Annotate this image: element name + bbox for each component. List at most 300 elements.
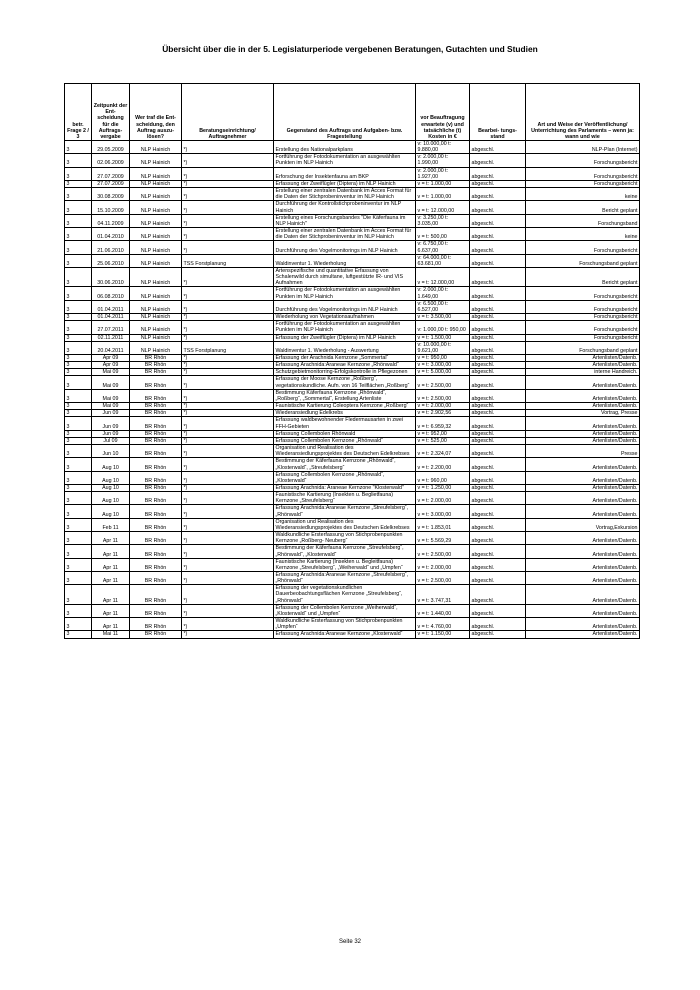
cell-decision-maker: BR Rhön (130, 618, 182, 631)
cell-question: 3 (65, 505, 92, 518)
cell-decision-date: Aug 10 (92, 484, 130, 491)
cell-decision-maker: BR Rhön (130, 572, 182, 585)
cell-costs: v = t: 1.000,00 (416, 180, 470, 187)
cell-decision-maker: NLP Hainich (130, 287, 182, 300)
cell-publication: Bericht geplant (526, 201, 640, 214)
cell-costs: v = t: 3.000,00 (416, 505, 470, 518)
col-header-decision-maker: Wer traf die Ent- scheidung, den Auftrag auszu- lösen? (130, 84, 182, 141)
table-row (65, 558, 640, 571)
cell-subject: Fortführung der Fotodokumentation an ausgewählten Punkten im NLP Hainich (274, 321, 416, 334)
cell-costs: v = t: 5.000,00 (416, 369, 470, 376)
cell-decision-maker: NLP Hainich (130, 154, 182, 167)
col-header-contractor: Beratungseinrichtung/ Auftragnehmer (182, 84, 274, 141)
cell-decision-maker: NLP Hainich (130, 334, 182, 341)
cell-subject: Erfassung Arachnida:Araneae Kernzone „Klosterwald“ (274, 631, 416, 638)
cell-subject: Erfassung Arachnida:Araneae Kernzone „Streufelsberg“, „Rhönwald“ (274, 505, 416, 518)
cell-publication: Artenlisten/Datenb. (526, 376, 640, 389)
cell-question: 3 (65, 585, 92, 604)
cell-question: 3 (65, 228, 92, 241)
table-row (65, 585, 640, 604)
table-row (65, 321, 640, 334)
cell-decision-maker: NLP Hainich (130, 188, 182, 201)
cell-contractor: *) (182, 355, 274, 362)
cell-status: abgeschl. (470, 254, 526, 267)
cell-decision-maker: NLP Hainich (130, 180, 182, 187)
cell-contractor: *) (182, 201, 274, 214)
table-row (65, 618, 640, 631)
cell-subject: Fortführung der Fotodokumentation an ausgewählten Punkten im NLP Hainich (274, 287, 416, 300)
cell-subject: Wiederholung von Vegetationsaufnahmen (274, 314, 416, 321)
table-row (65, 458, 640, 471)
cell-costs: v = t: 4.760,00 (416, 618, 470, 631)
cell-question: 3 (65, 403, 92, 410)
cell-costs: v = t: 1.000,00 (416, 188, 470, 201)
cell-question: 3 (65, 314, 92, 321)
cell-decision-date: Jun 09 (92, 410, 130, 417)
table-row (65, 604, 640, 617)
cell-subject: Faunistische Kartierung (Insekten u. Beglietfauna) Kernzone „Streufelsberg“ (274, 492, 416, 505)
cell-status: abgeschl. (470, 604, 526, 617)
col-header-subject: Gegenstand des Auftrags und Aufgaben- bzw. Fragestellung (274, 84, 416, 141)
cell-decision-date: 27.07.2009 (92, 180, 130, 187)
cell-question: 3 (65, 518, 92, 531)
cell-status: abgeschl. (470, 558, 526, 571)
cell-decision-maker: BR Rhön (130, 545, 182, 558)
table-row (65, 518, 640, 531)
table-row (65, 167, 640, 180)
cell-decision-maker: NLP Hainich (130, 241, 182, 254)
cell-status: abgeschl. (470, 167, 526, 180)
contracts-table (64, 83, 640, 639)
table-row (65, 417, 640, 430)
cell-publication: Artenlisten/Datenb. (526, 403, 640, 410)
cell-decision-date: Jun 09 (92, 430, 130, 437)
cell-decision-date: Jul 09 (92, 437, 130, 444)
cell-costs: v = t: 2.200,00 (416, 458, 470, 471)
cell-publication: Bericht geplant (526, 267, 640, 286)
cell-costs: v = t: 525,00 (416, 437, 470, 444)
cell-costs: v: 6.750,00 t: 6.637,00 (416, 241, 470, 254)
cell-question: 3 (65, 154, 92, 167)
cell-decision-maker: BR Rhön (130, 355, 182, 362)
cell-status: abgeschl. (470, 403, 526, 410)
cell-costs: v = t: 2.500,00 (416, 389, 470, 402)
cell-decision-maker: NLP Hainich (130, 254, 182, 267)
cell-decision-date: Apr 09 (92, 355, 130, 362)
cell-status: abgeschl. (470, 471, 526, 484)
cell-status: abgeschl. (470, 188, 526, 201)
cell-decision-maker: BR Rhön (130, 505, 182, 518)
cell-question: 3 (65, 445, 92, 458)
cell-subject: Bestimmung Käferfauna Kernzone „Rhönwald“, „Roßberg“, „Sommertal“, Erstellung Artenliste (274, 389, 416, 402)
cell-decision-maker: NLP Hainich (130, 314, 182, 321)
cell-question: 3 (65, 471, 92, 484)
cell-contractor: *) (182, 505, 274, 518)
cell-subject: Erfassung Arachnida:Araneae Kernzone „Rhönwald“ (274, 362, 416, 369)
cell-subject: Bestimmung der Käferfauna Kernzone „Rhönwald“, „Klosterwald“, „Streufelsberg“ (274, 458, 416, 471)
table-row (65, 341, 640, 354)
cell-decision-maker: BR Rhön (130, 437, 182, 444)
col-header-publication: Art und Weise der Veröffentlichung/ Unterrichtung des Parlaments – wenn ja: wann und wie (526, 84, 640, 141)
cell-contractor: *) (182, 471, 274, 484)
cell-status: abgeschl. (470, 430, 526, 437)
table-row (65, 410, 640, 417)
cell-contractor: *) (182, 376, 274, 389)
cell-decision-maker: BR Rhön (130, 403, 182, 410)
cell-decision-date: 01.04.2011 (92, 300, 130, 313)
cell-publication: Forschungsband geplant (526, 341, 640, 354)
cell-publication: Artenlisten/Datenb. (526, 585, 640, 604)
cell-decision-maker: NLP Hainich (130, 321, 182, 334)
cell-decision-date: Apr 11 (92, 604, 130, 617)
cell-costs: v = t: 12.000,00 (416, 201, 470, 214)
cell-publication: Forschungsband (526, 214, 640, 227)
cell-publication: Forschungsbericht (526, 241, 640, 254)
cell-decision-date: 30.06.2010 (92, 267, 130, 286)
cell-status: abgeschl. (470, 355, 526, 362)
cell-costs: v = t: 2.324,07 (416, 445, 470, 458)
cell-decision-date: Mai 09 (92, 369, 130, 376)
cell-decision-date: 29.05.2009 (92, 141, 130, 154)
cell-status: abgeschl. (470, 631, 526, 638)
cell-question: 3 (65, 389, 92, 402)
cell-contractor: *) (182, 334, 274, 341)
table-row (65, 355, 640, 362)
table-row (65, 241, 640, 254)
cell-subject: Erfassung der vegetationskundlichen Dauerbeobachtungsflächen Kernzone „Streufelsberg“, „Rhönwald“ (274, 585, 416, 604)
cell-question: 3 (65, 141, 92, 154)
cell-question: 3 (65, 572, 92, 585)
cell-decision-maker: BR Rhön (130, 362, 182, 369)
cell-decision-date: Apr 11 (92, 572, 130, 585)
cell-status: abgeschl. (470, 214, 526, 227)
cell-publication: Artenlisten/Datenb. (526, 458, 640, 471)
cell-status: abgeschl. (470, 545, 526, 558)
cell-contractor: *) (182, 362, 274, 369)
cell-costs: v = t: 950,00 (416, 355, 470, 362)
cell-decision-maker: NLP Hainich (130, 228, 182, 241)
cell-costs: v = t: 1.500,00 (416, 334, 470, 341)
cell-contractor: *) (182, 287, 274, 300)
table-row (65, 201, 640, 214)
table-row (65, 492, 640, 505)
cell-contractor: *) (182, 321, 274, 334)
cell-question: 3 (65, 254, 92, 267)
cell-contractor: *) (182, 228, 274, 241)
cell-contractor: *) (182, 389, 274, 402)
cell-subject: Fortführung der Fotodokumentation an ausgewählten Punkten im NLP Hainich (274, 154, 416, 167)
cell-publication: Forschungsbericht (526, 314, 640, 321)
cell-decision-maker: NLP Hainich (130, 141, 182, 154)
cell-contractor: *) (182, 437, 274, 444)
cell-costs: v = t: 2.500,00 (416, 545, 470, 558)
cell-status: abgeschl. (470, 314, 526, 321)
page-title: Übersicht über die in der 5. Legislaturperiode vergebenen Beratungen, Gutachten und Studien (162, 44, 538, 54)
cell-status: abgeschl. (470, 484, 526, 491)
cell-decision-maker: BR Rhön (130, 376, 182, 389)
cell-decision-maker: NLP Hainich (130, 341, 182, 354)
cell-subject: Erfassung der Arachnida Kernzone „Sommertal“ (274, 355, 416, 362)
cell-status: abgeschl. (470, 445, 526, 458)
cell-decision-maker: BR Rhön (130, 369, 182, 376)
cell-status: abgeschl. (470, 300, 526, 313)
cell-status: abgeschl. (470, 410, 526, 417)
cell-question: 3 (65, 214, 92, 227)
cell-question: 3 (65, 334, 92, 341)
cell-costs: v = t: 1.150,00 (416, 631, 470, 638)
cell-decision-date: 27.07.2011 (92, 321, 130, 334)
cell-question: 3 (65, 558, 92, 571)
table-row (65, 362, 640, 369)
cell-status: abgeschl. (470, 287, 526, 300)
cell-subject: Erfassung der Moose Kernzone „Roßberg“, vegetationskundliche. Aufn. von 16 Teilflächen „Roßberg“ (274, 376, 416, 389)
cell-question: 3 (65, 355, 92, 362)
cell-decision-date: 27.07.2009 (92, 167, 130, 180)
cell-publication: Vortrag, Presse (526, 410, 640, 417)
cell-status: abgeschl. (470, 389, 526, 402)
cell-decision-maker: BR Rhön (130, 518, 182, 531)
cell-publication: Forschungsbericht (526, 321, 640, 334)
table-row (65, 572, 640, 585)
cell-contractor: *) (182, 484, 274, 491)
cell-costs: v = t: 1.853,01 (416, 518, 470, 531)
cell-costs: v = t: 2.000,00 (416, 492, 470, 505)
cell-decision-maker: BR Rhön (130, 410, 182, 417)
cell-question: 3 (65, 484, 92, 491)
cell-costs: v = t: 5.569,29 (416, 532, 470, 545)
cell-costs: v: 10.000,00 t: 9.880,00 (416, 141, 470, 154)
col-header-costs: vor Beauftragung erwartete (v) und tatsächliche (t) Kosten in € (416, 84, 470, 141)
cell-question: 3 (65, 631, 92, 638)
cell-decision-date: Mai 09 (92, 376, 130, 389)
cell-question: 3 (65, 376, 92, 389)
table-row (65, 484, 640, 491)
cell-subject: Erfassung Collembolen Kernzone „Rhönwald“ (274, 437, 416, 444)
cell-contractor: *) (182, 214, 274, 227)
cell-question: 3 (65, 180, 92, 187)
cell-decision-date: Aug 10 (92, 471, 130, 484)
cell-costs: v = t: 960,00 (416, 471, 470, 484)
cell-subject: Faunistische Kartierung Coleoptera Kernzone „Roßberg“ (274, 403, 416, 410)
cell-subject: Waldinventur 1. Wiederholung - Auswertung (274, 341, 416, 354)
cell-contractor: *) (182, 492, 274, 505)
cell-contractor: *) (182, 618, 274, 631)
cell-question: 3 (65, 241, 92, 254)
cell-status: abgeschl. (470, 141, 526, 154)
cell-status: abgeschl. (470, 585, 526, 604)
table-row (65, 188, 640, 201)
cell-publication: Artenlisten/Datenb. (526, 505, 640, 518)
cell-contractor: *) (182, 188, 274, 201)
cell-publication: Vortrag,Exkursion (526, 518, 640, 531)
cell-contractor: *) (182, 314, 274, 321)
cell-status: abgeschl. (470, 267, 526, 286)
table-row (65, 314, 640, 321)
cell-status: abgeschl. (470, 417, 526, 430)
header-row (65, 84, 640, 141)
cell-publication: Forschungsbericht (526, 167, 640, 180)
cell-status: abgeschl. (470, 376, 526, 389)
table-row (65, 300, 640, 313)
cell-costs: v: 64.000,00 t: 63.681,00 (416, 254, 470, 267)
cell-subject: Erstellung einer zentralen Datenbank im Acces Format für die Daten der Stichprobeninventur im NLP Hainich (274, 228, 416, 241)
table-row (65, 430, 640, 437)
cell-contractor: *) (182, 518, 274, 531)
cell-decision-date: Aug 10 (92, 505, 130, 518)
cell-decision-date: 01.04.2010 (92, 228, 130, 241)
cell-decision-date: Aug 10 (92, 458, 130, 471)
cell-decision-date: 30.08.2009 (92, 188, 130, 201)
cell-subject: Faunistische Kartierung (Insekten u. Begleitfauna) Kernzone „Streufelsberg“, „Weiherwald“ und „Umpfen“ (274, 558, 416, 571)
cell-status: abgeschl. (470, 154, 526, 167)
cell-question: 3 (65, 545, 92, 558)
cell-question: 3 (65, 417, 92, 430)
cell-costs: v: 6.500,00 t: 6.527,00 (416, 300, 470, 313)
cell-contractor: TSS Forstplanung (182, 341, 274, 354)
cell-decision-date: Apr 09 (92, 362, 130, 369)
cell-subject: Artenspezifische und quantitative Erfassung von Schalenwild durch simultane, luftgestützte IR- und VIS Aufnahmen (274, 267, 416, 286)
cell-decision-maker: BR Rhön (130, 445, 182, 458)
cell-decision-maker: BR Rhön (130, 430, 182, 437)
cell-publication: Artenlisten/Datenb. (526, 430, 640, 437)
cell-subject: Schutzgebietmonitorring-Erfolgskontrolle in Pflegezonen (274, 369, 416, 376)
cell-decision-maker: NLP Hainich (130, 167, 182, 180)
cell-costs: v = t: 2.500,00 (416, 572, 470, 585)
table-row (65, 403, 640, 410)
table-row (65, 545, 640, 558)
cell-subject: Erfassung Collembolen Kernzone „Rhönwald“, „Klosterwald“ (274, 471, 416, 484)
cell-subject: Durchführung des Vogelmonitorings im NLP Hainich (274, 300, 416, 313)
cell-publication: Artenlisten/Datenb. (526, 362, 640, 369)
cell-subject: Waldkundliche Ersterfassung von Stichprobenpunkten „Umpfen“ (274, 618, 416, 631)
cell-costs: v: 1.000,00 t: 950,00 (416, 321, 470, 334)
cell-contractor: *) (182, 545, 274, 558)
cell-subject: Erfassung der Collembolen Kernzone „Weiherwald“, „Klosterwald“ und „Umpfen“ (274, 604, 416, 617)
cell-status: abgeschl. (470, 321, 526, 334)
cell-decision-date: Apr 11 (92, 585, 130, 604)
cell-costs: v = t: 1.250,00 (416, 484, 470, 491)
cell-decision-maker: BR Rhön (130, 631, 182, 638)
cell-decision-maker: NLP Hainich (130, 201, 182, 214)
cell-subject: Bestimmung der Käferfauna Kernzone „Streufelsberg“, „Rhönwald“, „Klosterwald“ (274, 545, 416, 558)
cell-subject: Erforschung der Insektenfauna am BKP (274, 167, 416, 180)
cell-status: abgeschl. (470, 492, 526, 505)
cell-decision-date: Jun 09 (92, 417, 130, 430)
cell-publication: Artenlisten/Datenb. (526, 484, 640, 491)
cell-status: abgeschl. (470, 180, 526, 187)
cell-contractor: *) (182, 180, 274, 187)
cell-status: abgeschl. (470, 437, 526, 444)
cell-status: abgeschl. (470, 618, 526, 631)
cell-contractor: *) (182, 141, 274, 154)
cell-publication: Artenlisten/Datenb. (526, 545, 640, 558)
cell-decision-date: Mai 09 (92, 403, 130, 410)
cell-subject: Durchführung des Vogelmonitorings im NLP Hainich (274, 241, 416, 254)
cell-costs: v = t: 3.747,31 (416, 585, 470, 604)
cell-costs: v = t: 3.000,00 (416, 362, 470, 369)
cell-question: 3 (65, 618, 92, 631)
cell-question: 3 (65, 188, 92, 201)
cell-status: abgeschl. (470, 518, 526, 531)
table-row (65, 376, 640, 389)
table-row (65, 180, 640, 187)
cell-status: abgeschl. (470, 334, 526, 341)
cell-status: abgeschl. (470, 341, 526, 354)
table-row (65, 505, 640, 518)
cell-question: 3 (65, 437, 92, 444)
cell-decision-date: Feb 11 (92, 518, 130, 531)
page-number: Seite 32 (338, 939, 362, 945)
cell-contractor: *) (182, 154, 274, 167)
cell-question: 3 (65, 410, 92, 417)
cell-decision-maker: BR Rhön (130, 532, 182, 545)
cell-decision-date: Apr 11 (92, 545, 130, 558)
cell-decision-date: Apr 11 (92, 618, 130, 631)
cell-publication: Artenlisten/Datenb. (526, 389, 640, 402)
cell-publication: Artenlisten/Datenb. (526, 618, 640, 631)
cell-contractor: *) (182, 604, 274, 617)
cell-subject: Erfassung der Zweiflügler (Diptera) im NLP Hainich (274, 334, 416, 341)
cell-decision-date: 21.06.2010 (92, 241, 130, 254)
cell-decision-maker: BR Rhön (130, 492, 182, 505)
table-row (65, 267, 640, 286)
cell-publication: Presse (526, 445, 640, 458)
table-header (65, 84, 640, 141)
cell-publication: Artenlisten/Datenb. (526, 532, 640, 545)
cell-subject: Erfassung Collembolen Rhönwald (274, 430, 416, 437)
cell-decision-date: Jun 10 (92, 445, 130, 458)
cell-costs: v = t: 2.000,00 (416, 403, 470, 410)
cell-decision-maker: BR Rhön (130, 484, 182, 491)
cell-subject: Organisation und Realisation des Wiederansiedlungsprojektes des Deutschen Edelkrebses (274, 445, 416, 458)
table-row (65, 214, 640, 227)
cell-publication: Forschungsbericht (526, 154, 640, 167)
cell-publication: Artenlisten/Datenb. (526, 355, 640, 362)
table-row (65, 631, 640, 638)
cell-decision-maker: NLP Hainich (130, 300, 182, 313)
cell-publication: keine (526, 188, 640, 201)
cell-decision-maker: BR Rhön (130, 604, 182, 617)
cell-decision-maker: BR Rhön (130, 558, 182, 571)
cell-question: 3 (65, 201, 92, 214)
cell-costs: v: 2.000,00 t: 1.649,00 (416, 287, 470, 300)
cell-contractor: *) (182, 403, 274, 410)
cell-question: 3 (65, 362, 92, 369)
col-header-status: Bearbei- tungs- stand (470, 84, 526, 141)
cell-decision-maker: BR Rhön (130, 585, 182, 604)
cell-decision-date: 02.11.2011 (92, 334, 130, 341)
cell-decision-date: 20.04.2011 (92, 341, 130, 354)
cell-costs: v = t: 12.000,00 (416, 267, 470, 286)
cell-question: 3 (65, 492, 92, 505)
cell-contractor: *) (182, 532, 274, 545)
table-row (65, 254, 640, 267)
cell-decision-date: 15.10.2009 (92, 201, 130, 214)
table-row (65, 532, 640, 545)
cell-publication: Forschungsbericht (526, 180, 640, 187)
cell-publication: Artenlisten/Datenb. (526, 631, 640, 638)
cell-publication: Artenlisten/Datenb. (526, 572, 640, 585)
cell-decision-date: 04.11.2009 (92, 214, 130, 227)
cell-publication: Forschungsbericht (526, 300, 640, 313)
table-row (65, 334, 640, 341)
cell-question: 3 (65, 167, 92, 180)
cell-decision-date: Apr 11 (92, 532, 130, 545)
cell-question: 3 (65, 369, 92, 376)
cell-publication: Forschungsbericht (526, 287, 640, 300)
cell-subject: Erstellung des Nationalparkplans (274, 141, 416, 154)
cell-contractor: *) (182, 585, 274, 604)
